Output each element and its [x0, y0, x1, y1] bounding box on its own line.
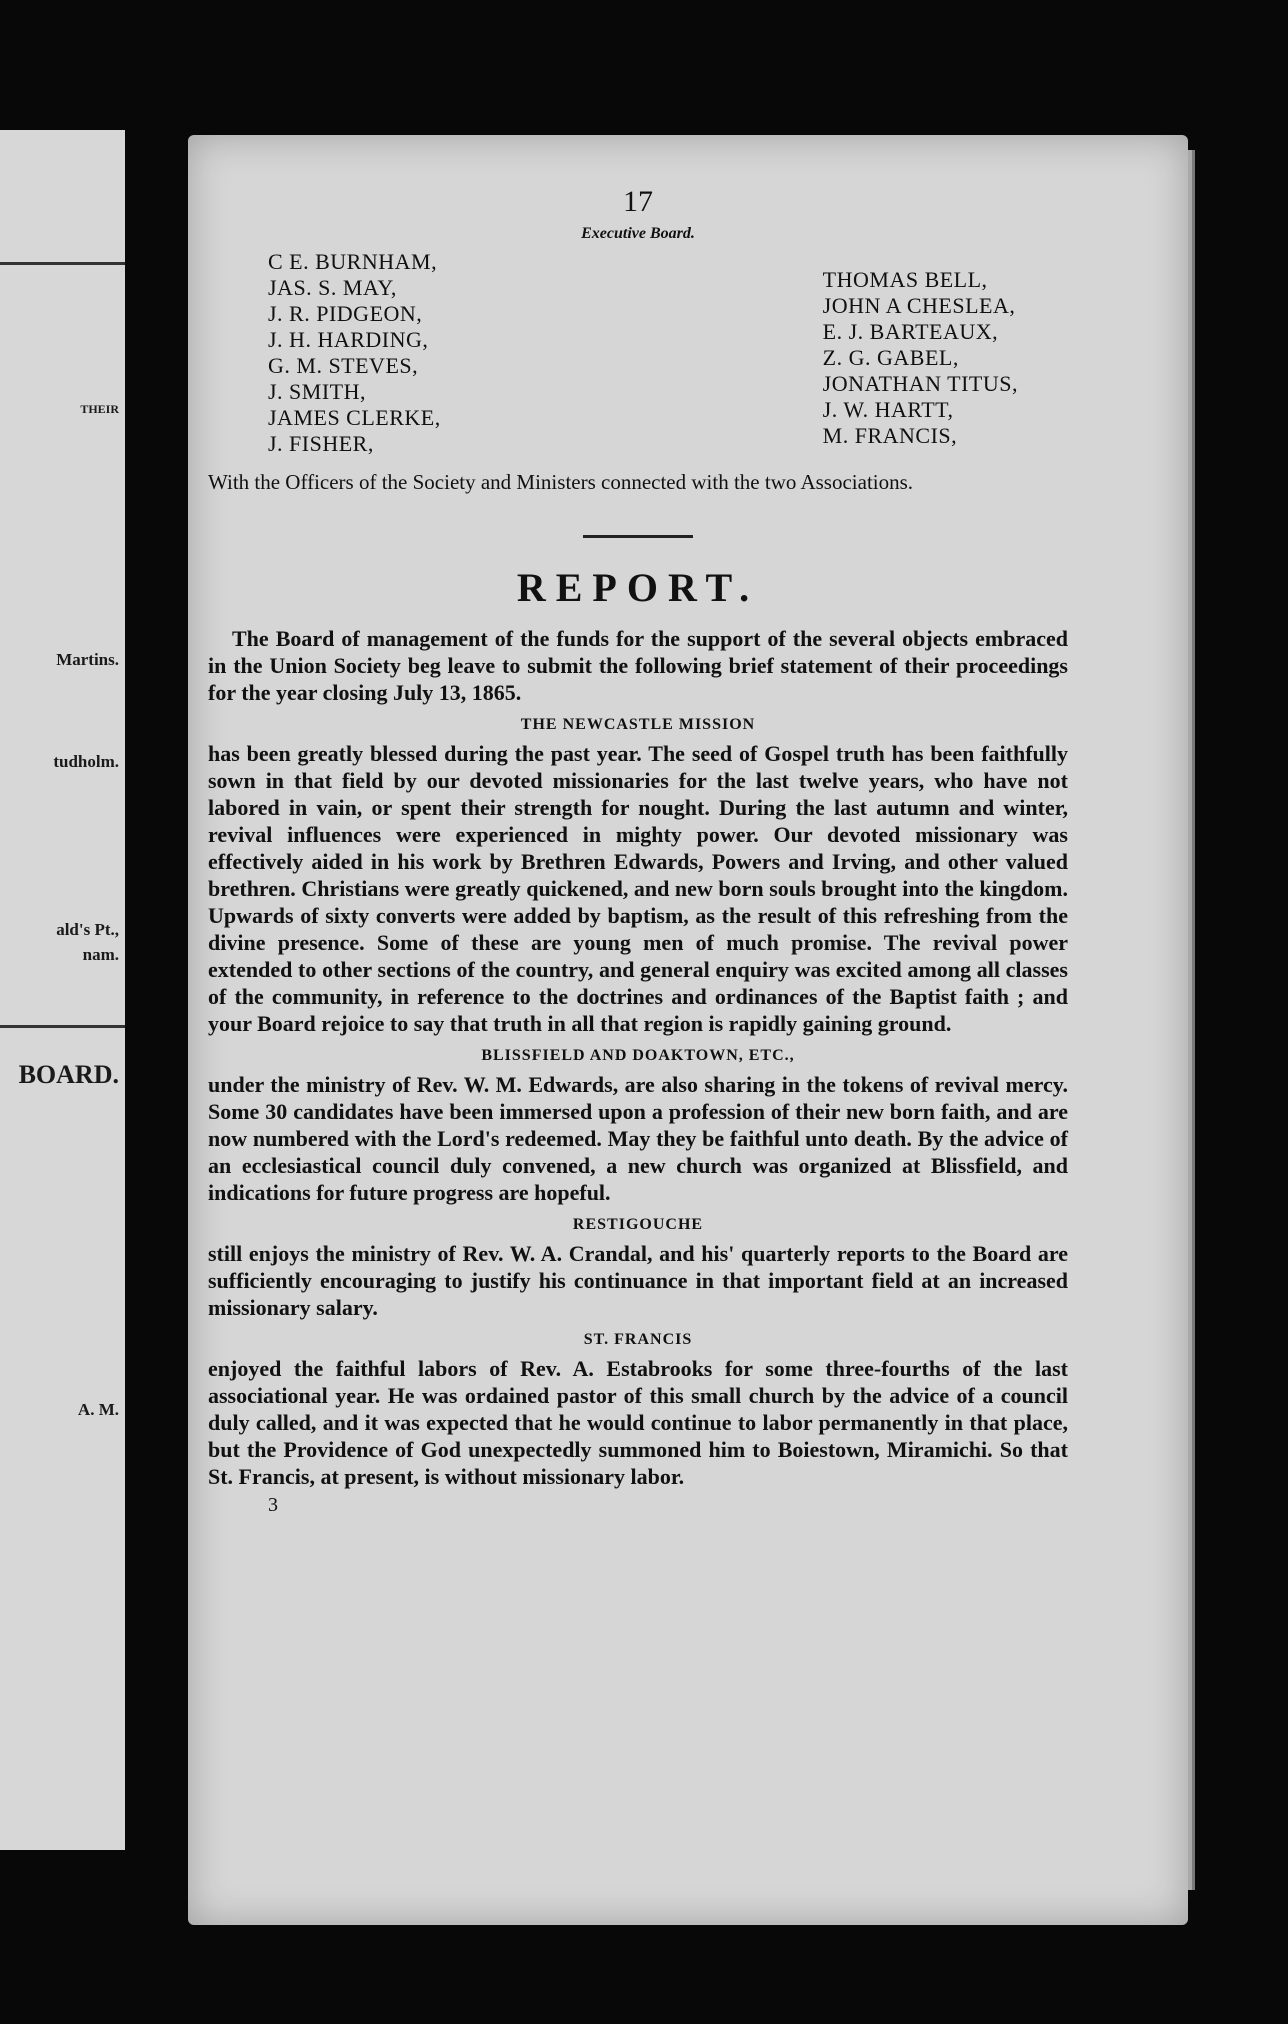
left-page-rule — [0, 262, 125, 265]
section-heading-st-francis: ST. FRANCIS — [583, 1331, 693, 1348]
member-name: E. J. BARTEAUX, — [822, 319, 999, 344]
previous-page-edge — [0, 130, 125, 1850]
left-page-fragment: A. M. — [77, 1400, 119, 1419]
board-members — [208, 249, 1068, 457]
signature-mark: 3 — [268, 1494, 278, 1516]
left-page-fragment: nam. — [82, 945, 119, 964]
page-content — [208, 185, 1068, 1517]
left-page-fragment: ald's Pt., — [56, 920, 119, 939]
page-number: 17 — [623, 185, 653, 218]
section-text-st-francis: enjoyed the faithful labors of Rev. A. Estabrooks for some three-fourths of the last associational year. He was ordained pastor of this small church by the advice of a council duly called, and it was expected that he would continue to labor permanently in that place, but the Providence of God unexpectedly summoned him to Boiestown, Miramichi. So that St. Francis, at present, is without missionary labor. — [208, 1356, 1068, 1489]
member-name: JOHN A CHESLEA, — [822, 293, 1016, 318]
document-page — [188, 135, 1188, 1925]
member-name: C E. BURNHAM, — [268, 249, 438, 274]
board-members-right-column — [823, 267, 1018, 457]
section-heading-newcastle: THE NEWCASTLE MISSION — [520, 716, 756, 733]
member-name: JONATHAN TITUS, — [822, 371, 1018, 396]
member-name: JAMES CLERKE, — [268, 405, 441, 430]
member-name: G. M. STEVES, — [268, 353, 419, 378]
member-name: THOMAS BELL, — [822, 267, 988, 292]
member-name: M. FRANCIS, — [822, 423, 958, 448]
member-name: JAS. S. MAY, — [268, 275, 397, 300]
section-text-newcastle: has been greatly blessed during the past year. The seed of Gospel truth has been faithfully sown in that field by our devoted missionaries for the last twelve years, who have not labored in vain, or spent their strength for nought. During the last autumn and winter, revival influences were experienced in mighty power. Our devoted missionary was effectively aided in his work by Brethren Edwards, Powers and Irving, and other valued brethren. Christians were greatly quickened, and new born souls brought into the kingdom. Upwards of sixty converts were added by baptism, as the result of this refreshing from the divine presence. Some of these are young men of much promise. The revival power extended to other sections of the country, and general enquiry was excited among all classes of the community, in reference to the doctrines and ordinances of the Baptist faith ; and your Board rejoice to say that truth in all that region is rapidly gaining ground. — [208, 741, 1068, 1036]
section-divider — [583, 535, 693, 538]
officers-note: With the Officers of the Society and Ministers connected with the two Associations. — [208, 470, 914, 494]
section-heading-blissfield: BLISSFIELD AND DOAKTOWN, ETC., — [481, 1047, 795, 1064]
section-text-blissfield: under the ministry of Rev. W. M. Edwards, are also sharing in the tokens of revival mercy. Some 30 candidates have been immersed upon a profession of their new born faith, and are now numbered with the Lord's redeemed. May they be faithful unto death. By the advice of an ecclesiastical council duly convened, a new church was organized at Blissfield, and indications for future progress are hopeful. — [208, 1072, 1068, 1205]
report-intro: The Board of management of the funds for the support of the several objects embraced in the Union Society beg leave to submit the following brief statement of their proceedings for the year closing July 13, 1865. — [208, 626, 1068, 705]
section-heading-restigouche: RESTIGOUCHE — [572, 1216, 704, 1233]
left-page-fragment: Martins. — [56, 650, 119, 669]
board-members-left-column — [268, 249, 441, 457]
member-name: J. R. PIDGEON, — [268, 301, 423, 326]
executive-board-heading: Executive Board. — [581, 225, 695, 242]
left-page-fragment: BOARD. — [18, 1060, 119, 1089]
report-title: REPORT. — [516, 565, 760, 610]
member-name: J. W. HARTT, — [822, 397, 954, 422]
left-page-fragment: tudholm. — [53, 752, 119, 771]
member-name: J. FISHER, — [268, 431, 374, 456]
member-name: Z. G. GABEL, — [822, 345, 959, 370]
left-page-fragment: THEIR — [80, 402, 119, 416]
member-name: J. H. HARDING, — [268, 327, 429, 352]
section-text-restigouche: still enjoys the ministry of Rev. W. A. Crandal, and his' quarterly reports to the Board are sufficiently encouraging to justify his continuance in that important field at an increased missionary salary. — [208, 1241, 1068, 1320]
left-page-rule — [0, 1025, 125, 1028]
member-name: J. SMITH, — [268, 379, 367, 404]
